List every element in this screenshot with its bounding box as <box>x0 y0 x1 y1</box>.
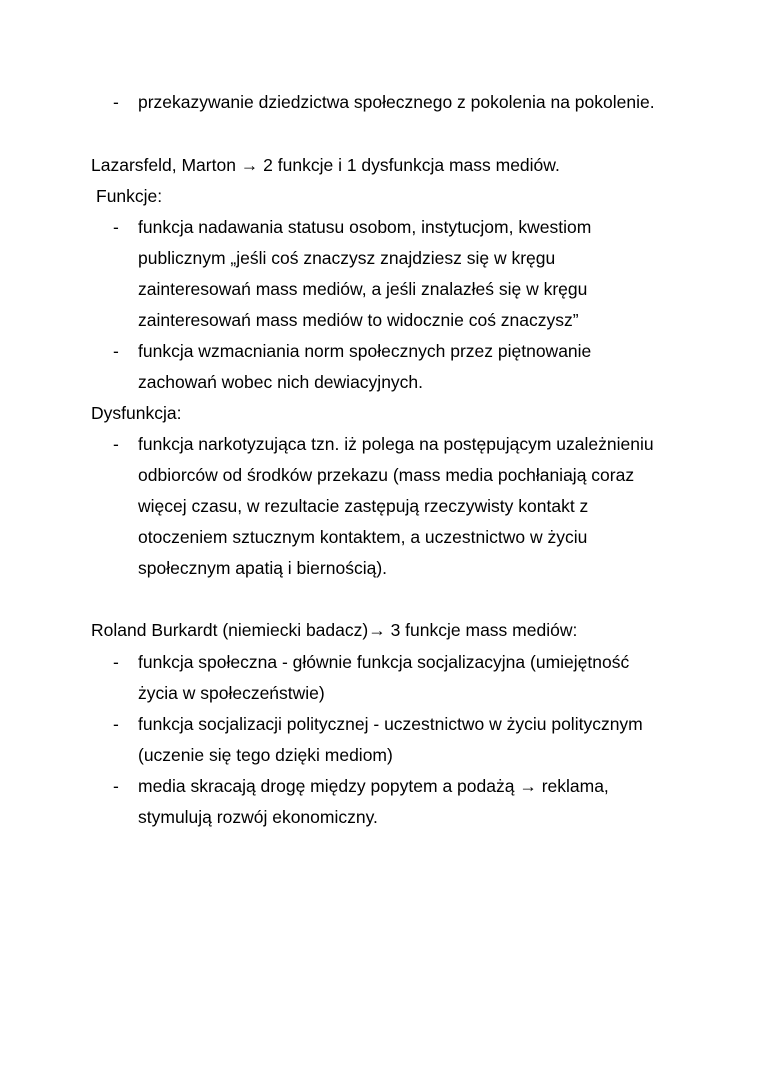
list-item-line: funkcja narkotyzująca tzn. iż polega na postępującym uzależnieniu <box>138 434 654 454</box>
list-item-line: otoczeniem sztucznym kontaktem, a uczestnictwo w życiu <box>138 527 588 547</box>
list-item-line: życia w społeczeństwie) <box>138 683 325 703</box>
burkardt-heading-text: Roland Burkardt (niemiecki badacz) <box>91 620 369 640</box>
bullet-dash: - <box>113 776 119 796</box>
bullet-dash: - <box>113 341 119 361</box>
list-item-text: media skracają drogę między popytem a podażą <box>138 776 520 796</box>
list-item-line: funkcja nadawania statusu osobom, instytucjom, kwestiom <box>138 217 592 237</box>
arrow-right-icon: → <box>240 155 259 175</box>
list-item-line: (uczenie się tego dzięki mediom) <box>138 745 393 765</box>
list-item-line: stymulują rozwój ekonomiczny. <box>138 807 378 827</box>
funkcje-label: Funkcje: <box>96 186 163 206</box>
bullet-dash: - <box>113 434 119 454</box>
burkardt-heading <box>91 620 577 640</box>
list-item-line: funkcja socjalizacji politycznej - uczestnictwo w życiu politycznym <box>138 714 643 734</box>
intro-bullet-text: przekazywanie dziedzictwa społecznego z pokolenia na pokolenie. <box>138 92 655 112</box>
lazarsfeld-heading <box>91 155 560 175</box>
list-item-line: publicznym „jeśli coś znaczysz znajdziesz się w kręgu <box>138 248 556 268</box>
list-item-line: odbiorców od środków przekazu (mass media pochłaniają coraz <box>138 465 635 485</box>
bullet-dash: - <box>113 217 119 237</box>
list-item-line: społecznym apatią i biernością). <box>138 558 388 578</box>
list-item-line: więcej czasu, w rezultacie zastępują rzeczywisty kontakt z <box>138 496 589 516</box>
list-item-line: zainteresowań mass mediów to widocznie coś znaczysz” <box>138 310 579 330</box>
lazarsfeld-heading-rest: 2 funkcje i 1 dysfunkcja mass mediów. <box>258 155 560 175</box>
list-item-line: funkcja społeczna - głównie funkcja socjalizacyjna (umiejętność <box>138 652 630 672</box>
bullet-dash: - <box>113 92 119 112</box>
burkardt-heading-rest: 3 funkcje mass mediów: <box>385 620 578 640</box>
lazarsfeld-heading-text: Lazarsfeld, Marton <box>91 155 241 175</box>
dysfunkcja-label: Dysfunkcja: <box>91 403 182 423</box>
arrow-right-icon: → <box>368 620 386 640</box>
list-item-line: zachowań wobec nich dewiacyjnych. <box>138 372 424 392</box>
list-item-line: zainteresowań mass mediów, a jeśli znalazłeś się w kręgu <box>138 279 588 299</box>
list-item-text: reklama, <box>536 776 609 796</box>
bullet-dash: - <box>113 652 119 672</box>
arrow-right-icon: → <box>519 776 537 796</box>
bullet-dash: - <box>113 714 119 734</box>
list-item-line: funkcja wzmacniania norm społecznych przez piętnowanie <box>138 341 592 361</box>
list-item-line <box>138 776 609 796</box>
